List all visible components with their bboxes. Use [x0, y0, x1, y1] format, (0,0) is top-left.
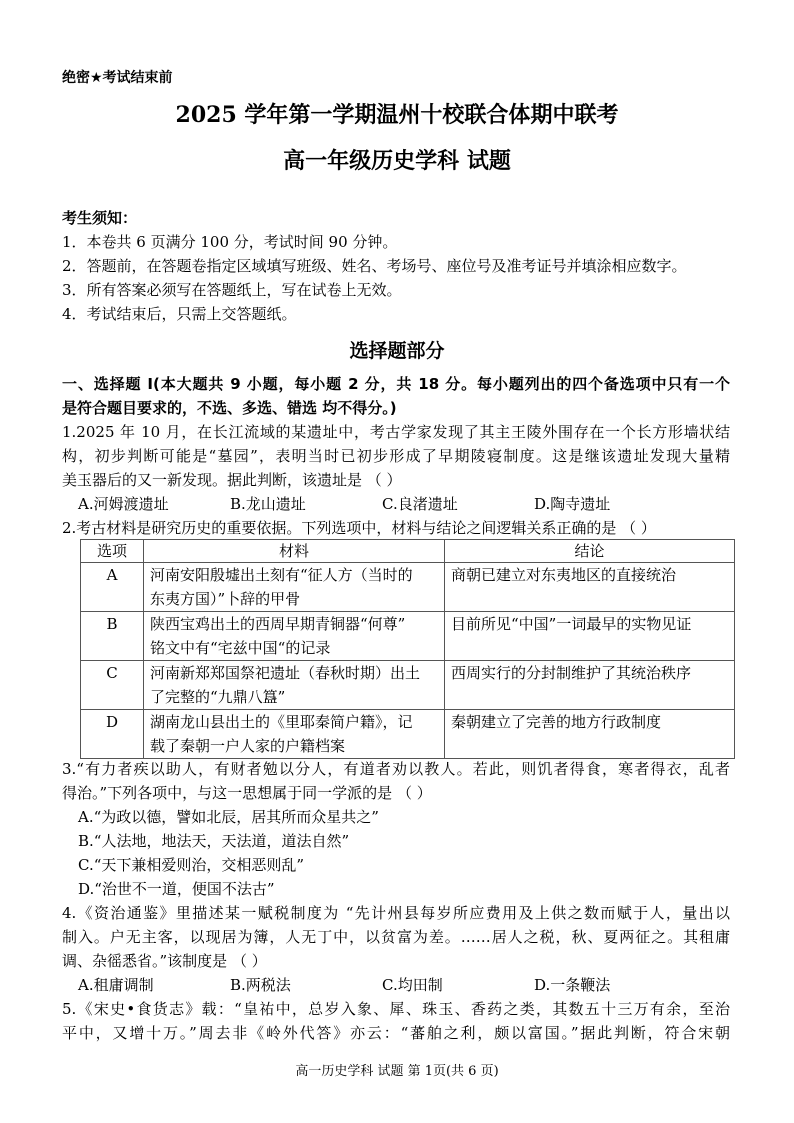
notice-block	[62, 206, 730, 326]
row-conclusion: 秦朝建立了完善的地方行政制度	[445, 710, 735, 759]
q1-text: 美玉器后的又一新发现。据此判断，该遗址是 （ ）	[62, 471, 402, 489]
table-row	[81, 661, 735, 710]
q1-text: 构，初步判断可能是“墓园”，表明当时已初步形成了早期陵寝制度。这是继该遗址发现大量精	[62, 447, 730, 465]
notice-heading: 考生须知：	[62, 209, 138, 227]
option-c: C.良渚遗址	[382, 495, 458, 513]
table-row	[81, 710, 735, 759]
material-line: 铭文中有“宅兹中国“的记录	[150, 639, 331, 657]
q1-text: 1.2025 年 10 月，在长江流域的某遗址中，考古学家发现了其主王陵外围存在一个长方形墙状结	[62, 423, 730, 441]
col-option: 选项	[81, 540, 144, 563]
q2-table	[80, 539, 735, 759]
q5-text: 平中，又增十万。”周去非《岭外代答》亦云：“蕃舶之利，颇以富国。”据此判断，符合宋朝	[62, 1024, 730, 1042]
q3-option-a: A.“为政以德，譬如北辰，居其所而众星共之”	[78, 808, 379, 826]
row-option: C	[81, 661, 144, 710]
option-a: A.租庸调制	[78, 976, 154, 994]
questions-cont	[62, 757, 730, 1045]
row-conclusion: 目前所见“中国”一词最早的实物见证	[445, 612, 735, 661]
row-material	[144, 710, 445, 759]
col-material: 材料	[144, 540, 445, 563]
section-title: 选择题部分	[349, 340, 445, 362]
exam-title: 2025 学年第一学期温州十校联合体期中联考	[175, 102, 619, 128]
row-material	[144, 612, 445, 661]
q4-text: 4.《资治通鉴》里描述某一赋税制度为 “先计州县每岁所应费用及上供之数而赋于人，量出以	[62, 904, 730, 922]
row-conclusion: 西周实行的分封制维护了其统治秩序	[445, 661, 735, 710]
col-conclusion: 结论	[445, 540, 735, 563]
material-line: 陕西宝鸡出土的西周早期青铜器“何尊”	[150, 615, 406, 633]
q3-text: 3.“有力者疾以助人，有财者勉以分人，有道者劝以教人。若此，则饥者得食，寒者得衣，乱者	[62, 760, 730, 778]
table-row	[81, 612, 735, 661]
questions	[62, 372, 730, 540]
section-intro: 一、选择题 I(本大题共 9 小题，每小题 2 分，共 18 分。每小题列出的四个备选项中只有一个	[62, 375, 730, 393]
option-d: D.陶寺遗址	[534, 495, 611, 513]
option-c: C.均田制	[382, 976, 443, 994]
material-line: 河南新郑郑国祭祀遗址（春秋时期）出土	[150, 664, 421, 682]
material-line: 了完整的“九鼎八簋”	[150, 688, 286, 706]
q3-text: 得治。”下列各项中，与这一思想属于同一学派的是 （ ）	[62, 784, 432, 802]
option-b: B.龙山遗址	[230, 495, 306, 513]
notice-item: 1．本卷共 6 页满分 100 分，考试时间 90 分钟。	[62, 233, 398, 251]
q4-text: 制入。户无主客，以现居为簿，人无丁中，以贫富为差。……居人之税，秋、夏两征之。其租庸	[62, 928, 730, 946]
q5-text: 5.《宋史•食货志》载：“皇祐中，总岁入象、犀、珠玉、香药之类，其数五十三万有余，至治	[62, 1000, 730, 1018]
q3-option-c: C.“天下兼相爱则治，交相恶则乱”	[78, 856, 305, 874]
row-option: A	[81, 563, 144, 612]
table-row	[81, 563, 735, 612]
material-line: 载了秦朝一户人家的户籍档案	[150, 737, 346, 755]
q4-text: 调、杂徭悉省。”该制度是 （ ）	[62, 952, 267, 970]
row-option: D	[81, 710, 144, 759]
notice-item: 4．考试结束后，只需上交答题纸。	[62, 305, 297, 323]
q2-text: 2.考古材料是研究历史的重要依据。下列选项中，材料与结论之间逻辑关系正确的是 （ ）	[62, 519, 656, 537]
option-b: B.两税法	[230, 976, 291, 994]
notice-item: 2．答题前，在答题卷指定区域填写班级、姓名、考场号、座位号及准考证号并填涂相应数字。	[62, 257, 687, 275]
row-material	[144, 563, 445, 612]
secret-label: 绝密★考试结束前	[62, 70, 173, 86]
notice-item: 3．所有答案必须写在答题纸上，写在试卷上无效。	[62, 281, 402, 299]
material-line: 湖南龙山县出土的《里耶秦简户籍》，记	[150, 713, 413, 731]
q3-option-b: B.“人法地，地法天，天法道，道法自然”	[78, 832, 350, 850]
option-d: D.一条鞭法	[534, 976, 611, 994]
option-a: A.河姆渡遗址	[78, 495, 169, 513]
q3-option-d: D.“治世不一道，便国不法古”	[78, 880, 275, 898]
page-footer: 高一历史学科 试题 第 1页(共 6 页)	[295, 1064, 499, 1079]
exam-subtitle: 高一年级历史学科 试题	[283, 148, 511, 174]
table-header	[81, 540, 735, 563]
row-option: B	[81, 612, 144, 661]
q1-options	[62, 492, 730, 516]
q4-options	[62, 973, 730, 997]
row-conclusion: 商朝已建立对东夷地区的直接统治	[445, 563, 735, 612]
row-material	[144, 661, 445, 710]
section-intro: 是符合题目要求的，不选、多选、错选 均不得分。)	[62, 399, 397, 417]
material-line: 东夷方国）”卜辞的甲骨	[150, 590, 301, 608]
material-line: 河南安阳殷墟出土刻有“征人方（当时的	[150, 566, 413, 584]
